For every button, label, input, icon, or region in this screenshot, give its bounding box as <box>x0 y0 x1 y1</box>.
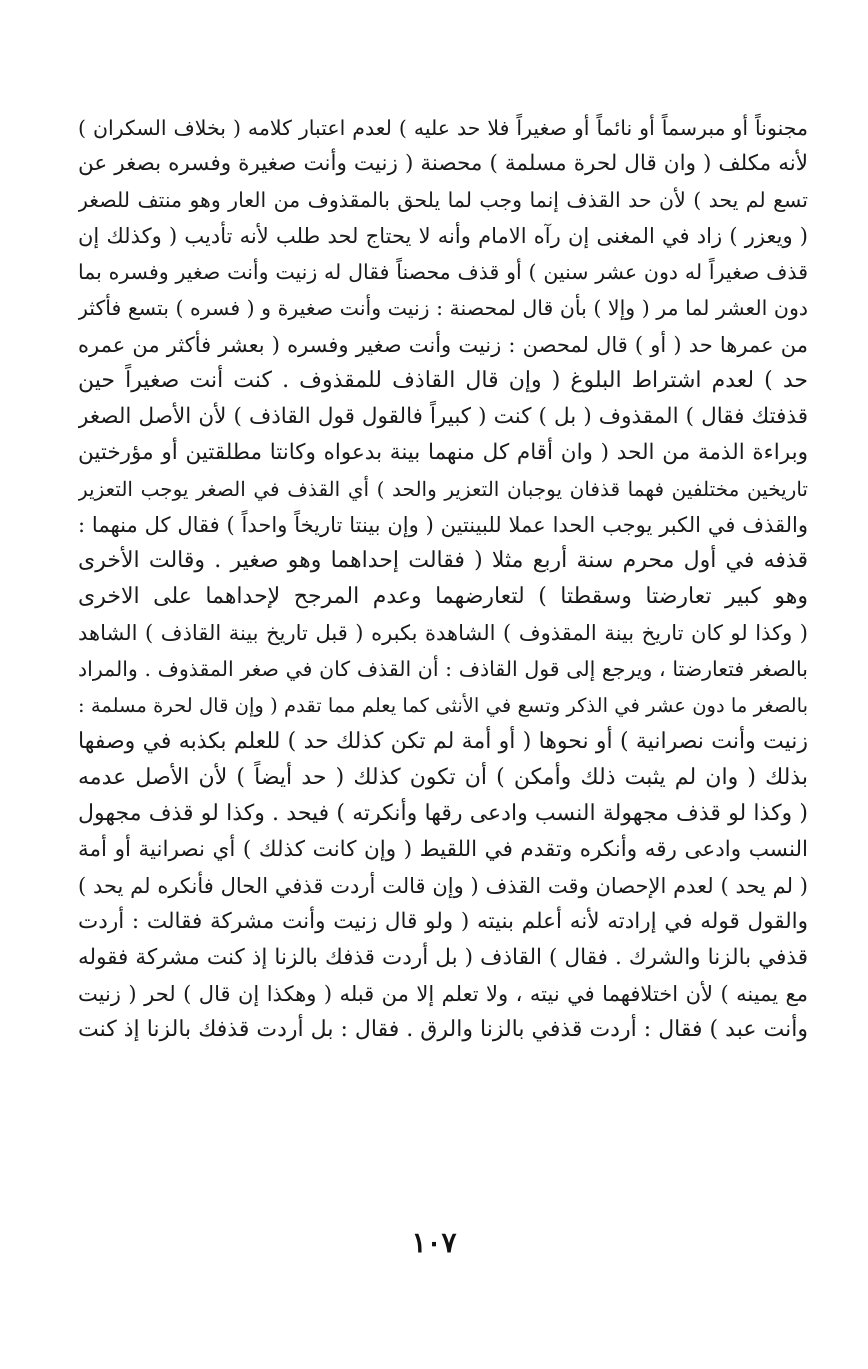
text-line: بذلك ( وان لم يثبت ذلك وأمكن ) أن تكون كذلك ( حد أيضاً ) لأن الأصل عدمه <box>78 764 808 790</box>
text-line: تاريخين مختلفين فهما قذفان يوجبان التعزير والحد ) أي القذف في الصغر يوجب التعزير <box>78 476 808 501</box>
text-line: دون العشر لما مر ( وإلا ) بأن قال لمحصنة : زنيت وأنت صغيرة و ( فسره ) بتسع فأكثر <box>78 296 808 321</box>
text-line: حد ) لعدم اشتراط البلوغ ( وإن قال القاذف للمقذوف . كنت أنت صغيراً حين <box>78 367 808 393</box>
text-line: وبراءة الذمة من الحد ( وان أقام كل منهما بينة بدعواه وكانتا مطلقتين أو مؤرختين <box>78 439 808 465</box>
text-line: مجنوناً أو مبرسماً أو نائماً أو صغيراً فلا حد عليه ) لعدم اعتبار كلامه ( بخلاف السكران ) <box>78 116 808 140</box>
text-line: زنيت وأنت نصرانية ) أو نحوها ( أو أمة لم تكن كذلك حد ) للعلم بكذبه في وصفها <box>78 728 808 754</box>
text-line: وأنت عبد ) فقال : أردت قذفي بالزنا والرق . فقال : بل أردت قذفك بالزنا إذ كنت <box>78 1017 808 1043</box>
text-line: والقول قوله في إرادته لأنه أعلم بنيته ( ولو قال زنيت وأنت مشركة فقالت : أردت <box>78 909 808 935</box>
text-line: قذفه في أول محرم سنة أربع مثلا ( فقالت إحداهما وهو صغير . وقالت الأخرى <box>78 548 808 574</box>
text-line: قذف صغيراً له دون عشر سنين ) أو قذف محصناً فقال له زنيت وأنت صغير وفسره بما <box>78 260 808 285</box>
text-line: لأنه مكلف ( وان قال لحرة مسلمة ) محصنة ( زنيت وأنت صغيرة وفسره بصغر عن <box>78 151 808 177</box>
text-line: قذفتك فقال ) المقذوف ( بل ) كنت ( كبيراً فالقول قول القاذف ) لأن الأصل الصغر <box>78 403 808 429</box>
text-line: ( وكذا لو قذف مجهولة النسب وادعى رقها وأنكرته ) فيحد . وكذا لو قذف مجهول <box>78 800 808 826</box>
text-line: ( وكذا لو كان تاريخ بينة المقذوف ) الشاهدة بكبره ( قبل تاريخ بينة القاذف ) الشاهد <box>78 621 808 646</box>
text-line: والقذف في الكبر يوجب الحدا عملا للبينتين ( وإن بينتا تاريخاً واحداً ) فقال كل منهما : <box>78 513 808 538</box>
body-text <box>78 110 808 1048</box>
text-line: وهو كبير تعارضتا وسقطتا ) لتعارضهما وعدم المرجح لإحداهما على الاخرى <box>78 584 808 610</box>
text-line: بالصغر فتعارضتا ، ويرجع إلى قول القاذف : أن القذف كان في صغر المقذوف . والمراد <box>78 657 808 682</box>
text-line: من عمرها حد ( أو ) قال لمحصن : زنيت وأنت صغير وفسره ( بعشر فأكثر من عمره <box>78 332 808 357</box>
text-line: النسب وادعى رقه وأنكره وتقدم في اللقيط ( وإن كانت كذلك ) أي نصرانية أو أمة <box>78 836 808 862</box>
text-line: ( ويعزر ) زاد في المغنى إن رآه الامام وأنه لا يحتاج لحد طلب لأنه تأديب ( وكذلك إن <box>78 224 808 249</box>
page-number: ١٠٧ <box>411 1226 457 1259</box>
text-line: تسع لم يحد ) لأن حد القذف إنما وجب لما يلحق بالمقذوف من العار وهو منتف للصغر <box>78 188 808 213</box>
text-line: ( لم يحد ) لعدم الإحصان وقت القذف ( وإن قالت أردت قذفي الحال فأنكره لم يحد ) <box>78 873 808 898</box>
text-line: مع يمينه ) لأن اختلافهما في نيته ، ولا تعلم إلا من قبله ( وهكذا إن قال ) لحر ( زنيت <box>78 982 808 1007</box>
text-line: بالصغر ما دون عشر في الذكر وتسع في الأنثى كما يعلم مما تقدم ( وإن قال لحرة مسلمة : <box>78 693 808 717</box>
text-line: قذفي بالزنا والشرك . فقال ) القاذف ( بل أردت قذفك بالزنا إذ كنت مشركة فقوله <box>78 945 808 971</box>
